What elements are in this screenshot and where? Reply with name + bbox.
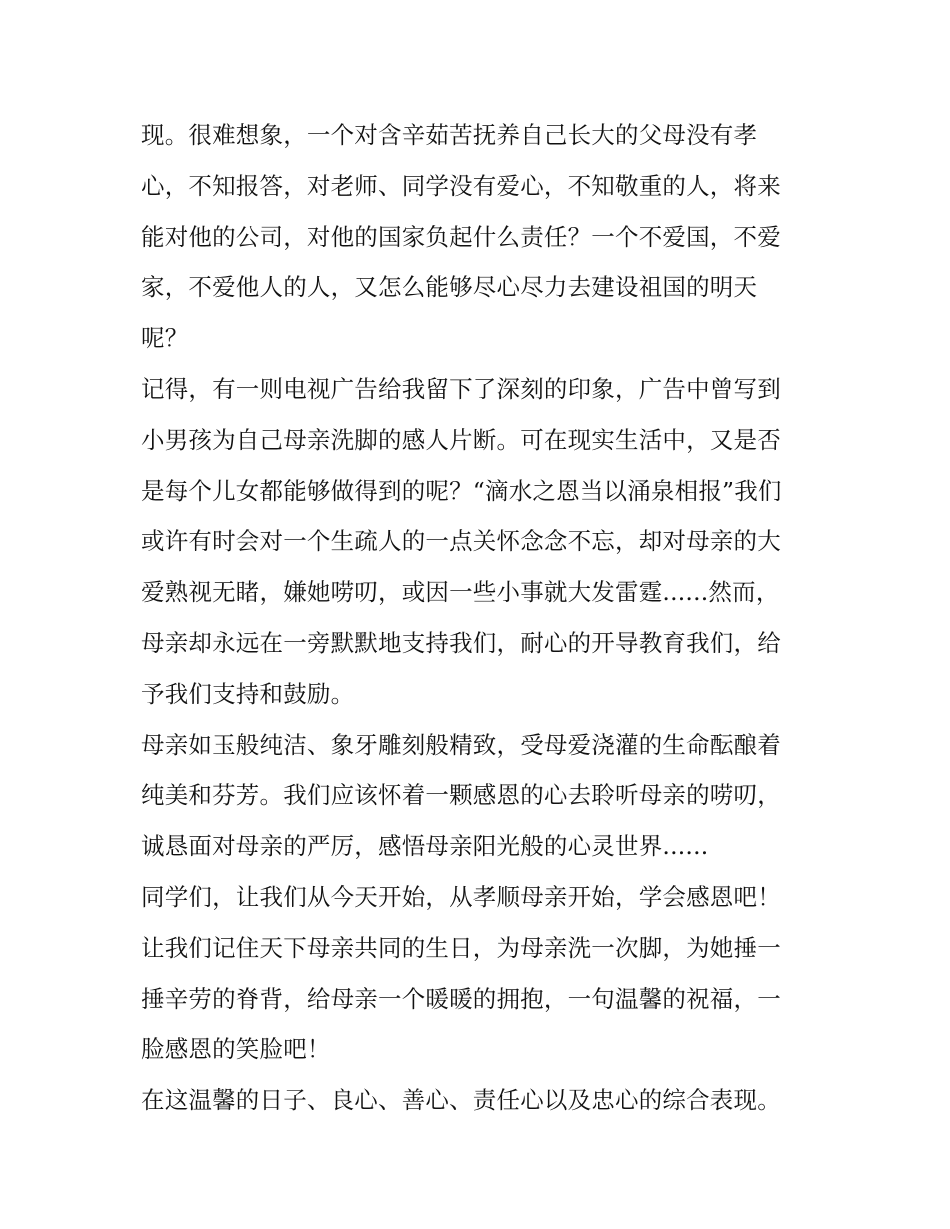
- body-text: [141, 110, 821, 1126]
- text-line: 爱熟视无睹，嫌她唠叨，或因一些小事就大发雷霆......然而，: [141, 578, 780, 607]
- text-line: 在这温馨的日子、良心、善心、责任心以及忠心的综合表现。: [141, 1086, 781, 1115]
- text-line: 予我们支持和鼓励。: [141, 679, 355, 708]
- text-line: 心，不知报答，对老师、同学没有爱心，不知敬重的人，将来: [141, 171, 781, 200]
- text-line: 能对他的公司，对他的国家负起什么责任？一个不爱国，不爱: [141, 222, 781, 251]
- text-line: 记得，有一则电视广告给我留下了深刻的印象，广告中曾写到: [141, 374, 781, 403]
- text-line: 现。很难想象，一个对含辛茹苦抚养自己长大的父母没有孝: [141, 121, 758, 149]
- text-line: 或许有时会对一个生疏人的一点关怀念念不忘，却对母亲的大: [141, 527, 781, 556]
- text-line: 呢？: [141, 324, 189, 353]
- text-line: 捶辛劳的脊背，给母亲一个暖暖的拥抱，一句温馨的祝福，一: [141, 984, 781, 1013]
- text-line: 脸感恩的笑脸吧！: [141, 1035, 331, 1064]
- text-line: 是每个儿女都能够做得到的呢？“滴水之恩当以涌泉相报”我们: [141, 476, 782, 505]
- text-line: 母亲却永远在一旁默默地支持我们，耐心的开导教育我们，给: [141, 628, 781, 657]
- text-line: 纯美和芬芳。我们应该怀着一颗感恩的心去聆听母亲的唠叨，: [141, 781, 781, 810]
- text-line: 诚恳面对母亲的严厉，感悟母亲阳光般的心灵世界......: [141, 832, 709, 861]
- text-line: 同学们，让我们从今天开始，从孝顺母亲开始，学会感恩吧！: [141, 882, 781, 911]
- text-line: 小男孩为自己母亲洗脚的感人片断。可在现实生活中，又是否: [141, 425, 781, 454]
- text-line: 让我们记住天下母亲共同的生日，为母亲洗一次脚，为她捶一: [141, 933, 781, 962]
- text-line: 家，不爱他人的人，又怎么能够尽心尽力去建设祖国的明天: [141, 273, 758, 302]
- text-line: 母亲如玉般纯洁、象牙雕刻般精致，受母爱浇灌的生命酝酿着: [141, 730, 781, 759]
